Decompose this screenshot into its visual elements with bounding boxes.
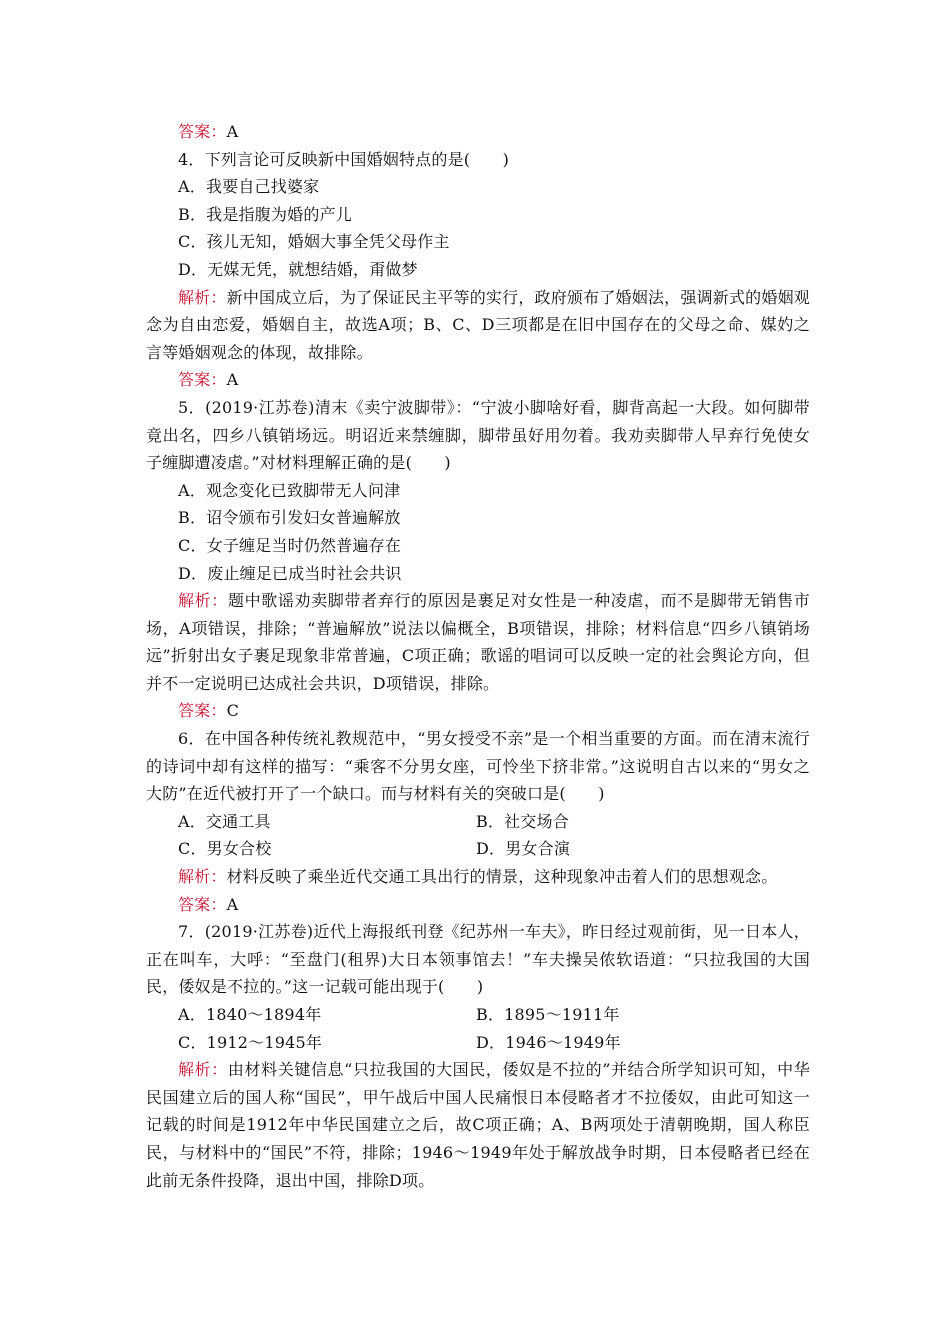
question-6-analysis: [146, 863, 810, 891]
question-6-option-c: C．男女合校: [178, 839, 272, 859]
question-7-option-a: A．1840～1894年: [178, 1005, 322, 1024]
question-4-option-a: A．我要自己找婆家: [178, 177, 320, 197]
question-7-option-d: D．1946～1949年: [476, 1032, 621, 1052]
question-6-option-d: D．男女合演: [476, 839, 571, 859]
question-7-stem: 7．(2019·江苏卷)近代上海报纸刊登《纪苏州一车夫》，昨日经过观前街，见一日本人，正在叫车，大呼：“至盘门(租界)大日本领事馆去！”车夫操吴侬软语道：“只拉我国的大国民，倭奴是不拉的。”这一记载可能出现于( ): [146, 922, 810, 997]
answer-label: 答案：: [178, 370, 227, 390]
question-7-option-c: C．1912～1945年: [178, 1032, 323, 1052]
answer-value: A: [226, 370, 239, 390]
question-5-option-a: A．观念变化已致脚带无人问津: [178, 480, 401, 500]
question-7-options-row-2: [146, 1029, 810, 1057]
question-4-stem: 4．下列言论可反映新中国婚姻特点的是( ): [178, 149, 510, 169]
answer-value: C: [226, 701, 240, 721]
answer-label: 答案：: [178, 894, 227, 914]
document-page: [146, 118, 810, 1194]
answer-label: 答案：: [178, 122, 227, 141]
analysis-label: 解析：: [178, 287, 227, 307]
question-5-answer: [146, 697, 810, 725]
question-7-options-row-1: [146, 1001, 810, 1029]
question-5-stem: 5．(2019·江苏卷)清末《卖宁波脚带》：“宁波小脚啥好看，脚背高起一大段。如何脚带竟出名，四乡八镇销场远。明诏近来禁缠脚，脚带虽好用勿着。我劝卖脚带人早弃行免使女子缠脚遭凌虐。”对材料理解正确的是( ): [146, 397, 810, 473]
question-6-options-row-1: [146, 808, 810, 836]
question-6-stem: 6．在中国各种传统礼教规范中，“男女授受不亲”是一个相当重要的方面。而在清末流行的诗词中却有这样的描写：“乘客不分男女座，可怜坐下挤非常。”这说明自古以来的“男女之大防”在近代被打开了一个缺口。而与材料有关的突破口是( ): [146, 729, 810, 804]
answer-value: A: [226, 122, 239, 141]
question-6-option-a: A．交通工具: [178, 811, 271, 831]
analysis-text: 由材料关键信息“只拉我国的大国民，倭奴是不拉的”并结合所学知识可知，中华民国建立后的国人称“国民”，甲午战后中国人民痛恨日本侵略者才不拉倭奴，由此可知这一记载的时间是1912年中华民国建立之后，故C项正确；A、B两项处于清朝晚期，国人称臣民，与材料中的“国民”不符，排除；1946～1949年处于解放战争时期，日本侵略者已经在此前无条件投降，退出中国，排除D项。: [146, 1060, 810, 1190]
question-5-option-d: D．废止缠足已成当时社会共识: [178, 563, 402, 583]
analysis-label: 解析：: [178, 591, 228, 611]
analysis-label: 解析：: [178, 867, 227, 887]
question-6-answer: [146, 891, 810, 919]
question-4-analysis: [146, 284, 810, 367]
answer-value: A: [226, 894, 239, 914]
answer-label: 答案：: [178, 701, 227, 721]
answer-line: [146, 118, 810, 146]
question-6-option-b: B．社交场合: [476, 811, 569, 831]
question-5-option-c: C．女子缠足当时仍然普遍存在: [178, 535, 402, 555]
question-4-option-b: B．我是指腹为婚的产儿: [178, 204, 352, 224]
question-7-analysis: [146, 1056, 810, 1194]
analysis-text: 题中歌谣劝卖脚带者弃行的原因是裹足对女性是一种凌虐，而不是脚带无销售市场，A项错误，排除；“普遍解放”说法以偏概全，B项错误，排除；材料信息“四乡八镇销场远”折射出女子裹足现象非常普遍，C项正确；歌谣的唱词可以反映一定的社会舆论方向，但并不一定说明已达成社会共识，D项错误，排除。: [146, 591, 810, 693]
question-4-option-c: C．孩儿无知，婚姻大事全凭父母作主: [178, 232, 450, 252]
question-7-option-b: B．1895～1911年: [476, 1005, 620, 1024]
question-4-option-d: D．无媒无凭，就想结婚，甭做梦: [178, 259, 418, 279]
analysis-label: 解析：: [178, 1060, 228, 1080]
question-6-options-row-2: [146, 835, 810, 863]
analysis-text: 新中国成立后，为了保证民主平等的实行，政府颁布了婚姻法，强调新式的婚姻观念为自由恋爱，婚姻自主，故选A项；B、C、D三项都是在旧中国存在的父母之命、媒妁之言等婚姻观念的体现，故排除。: [146, 287, 810, 362]
question-4-answer: [146, 366, 810, 394]
question-5-analysis: [146, 587, 810, 697]
analysis-text: 材料反映了乘坐近代交通工具出行的情景，这种现象冲击着人们的思想观念。: [226, 867, 778, 887]
question-5-option-b: B．诏令颁布引发妇女普遍解放: [178, 508, 401, 528]
